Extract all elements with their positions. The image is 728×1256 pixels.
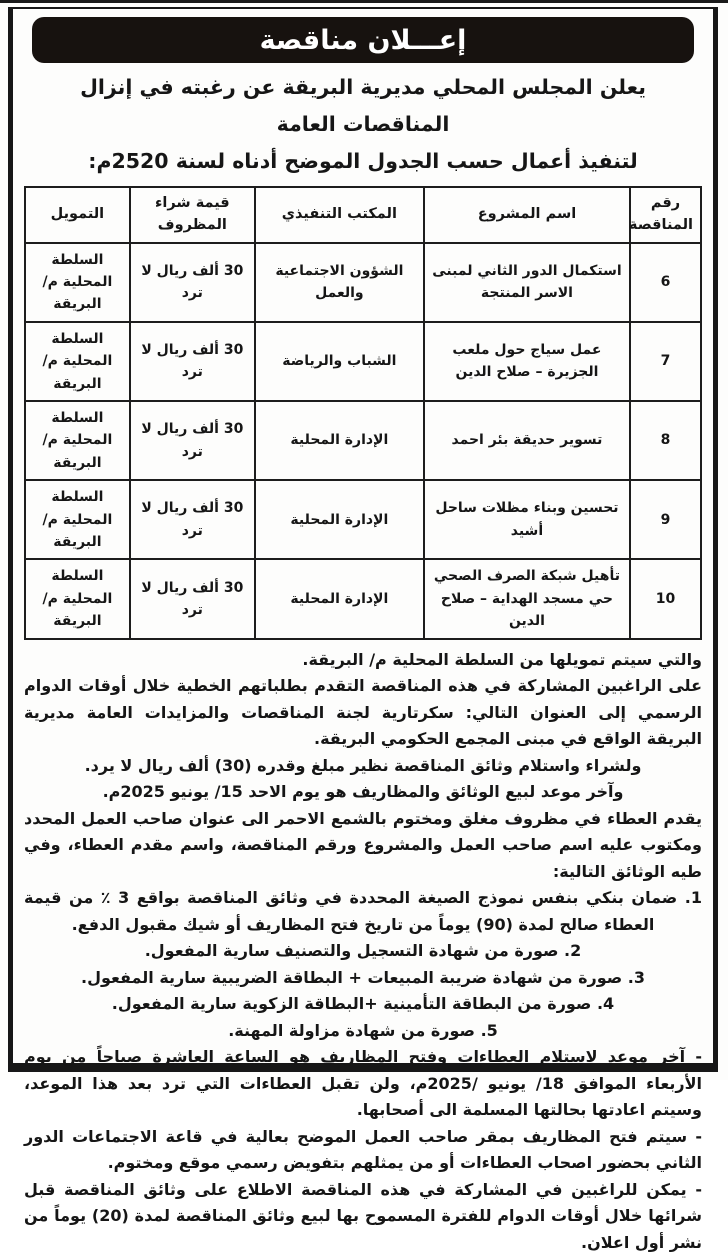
cell-project-name: تسوير حديقة بئر احمد <box>424 401 630 480</box>
cell-funding: السلطة المحلية م/ البريقة <box>25 480 130 559</box>
required-doc-3: 3. صورة من شهادة ضريبة المبيعات + البطاقة الضريبية سارية المفعول. <box>81 967 645 987</box>
table-header-row <box>25 187 701 243</box>
required-doc-1: 1. ضمان بنكي بنفس نموذج الصيغة المحددة في وثائق المناقصة بواقع 3 ٪ من قيمة العطاء صالح لمدة (90) يوماً من تاريخ فتح المظاريف أو شيك مقبول الدفع. <box>24 888 703 934</box>
intro-line-1: يعلن المجلس المحلي مديرية البريقة عن رغبته في إنزال المناقصات العامة <box>80 75 646 136</box>
table-row <box>25 322 701 401</box>
cell-funding: السلطة المحلية م/ البريقة <box>25 243 130 322</box>
table-row <box>25 243 701 322</box>
submission-address-paragraph: على الراغبين المشاركة في هذه المناقصة التقدم بطلباتهم الخطية خلال أوقات الدوام الرسمي إلى العنوان التالي: سكرتارية لجنة المناقصات والمزايدات العامة مديرية البريقة الواقع في مبنى المجمع الحكومي البريقة. <box>24 676 702 749</box>
cell-envelope-price: 30 ألف ريال لا ترد <box>130 401 255 480</box>
cell-project-name: تأهيل شبكة الصرف الصحي حي مسجد الهداية – صلاح الدين <box>424 559 630 638</box>
purchase-fee-paragraph: ولشراء واستلام وثائق المناقصة نظير مبلغ وقدره (30) ألف ريال لا يرد. <box>84 755 642 775</box>
cell-tender-number: 8 <box>630 401 701 480</box>
receive-deadline-paragraph: - آخر موعد لاستلام العطاءات وفتح المظاريف هو الساعة العاشرة صباحاً من يوم الأربعاء الموافق 18/ يونيو /2025م، ولن تقبل العطاءات التي ترد بعد هذا الموعد، وسيتم اعادتها بحالتها المسلمة الى أصحابها. <box>24 1047 702 1120</box>
page-title: إعـــلان مناقصة <box>259 24 467 56</box>
document-border-frame <box>8 7 718 1252</box>
col-header-funding: التمويل <box>25 187 130 243</box>
table-row <box>25 559 701 638</box>
top-border-rule <box>0 0 728 3</box>
cell-funding: السلطة المحلية م/ البريقة <box>25 322 130 401</box>
cell-executive-office: الشؤون الاجتماعية والعمل <box>255 243 424 322</box>
cell-funding: السلطة المحلية م/ البريقة <box>25 401 130 480</box>
cell-envelope-price: 30 ألف ريال لا ترد <box>130 322 255 401</box>
table-row <box>25 401 701 480</box>
funding-note-paragraph: والتي سيتم تمويلها من السلطة المحلية م/ البريقة. <box>302 649 702 669</box>
tenders-table <box>24 186 702 640</box>
cell-tender-number: 9 <box>630 480 701 559</box>
sale-deadline-paragraph: وآخر موعد لبيع الوثائق والمظاريف هو يوم الاحد 15/ يونيو 2025م. <box>102 782 624 802</box>
col-header-executive-office: المكتب التنفيذي <box>255 187 424 243</box>
cell-executive-office: الإدارة المحلية <box>255 401 424 480</box>
required-doc-2: 2. صورة من شهادة التسجيل والتصنيف سارية المفعول. <box>144 941 582 961</box>
col-header-envelope-price: قيمة شراء المظروف <box>130 187 255 243</box>
col-header-tender-number: رقم المناقصة <box>630 187 701 243</box>
cell-executive-office: الشباب والرياضة <box>255 322 424 401</box>
intro-line-2: لتنفيذ أعمال حسب الجدول الموضح أدناه لسنة 2520م: <box>88 148 638 173</box>
table-row <box>25 480 701 559</box>
cell-tender-number: 6 <box>630 243 701 322</box>
intro-paragraph <box>24 69 702 180</box>
cell-executive-office: الإدارة المحلية <box>255 480 424 559</box>
title-banner <box>32 17 694 63</box>
cell-project-name: عمل سياج حول ملعب الجزيرة – صلاح الدين <box>424 322 630 401</box>
cell-tender-number: 10 <box>630 559 701 638</box>
cell-executive-office: الإدارة المحلية <box>255 559 424 638</box>
cell-envelope-price: 30 ألف ريال لا ترد <box>130 480 255 559</box>
required-doc-5: 5. صورة من شهادة مزاولة المهنة. <box>228 1020 498 1040</box>
cell-tender-number: 7 <box>630 322 701 401</box>
cell-envelope-price: 30 ألف ريال لا ترد <box>130 559 255 638</box>
review-note-paragraph: - يمكن للراغبين في المشاركة في هذه المناقصة الاطلاع على وثائق المناقصة قبل شرائها خلال أوقات الدوام للفترة المسموح بها لبيع وثائق المناقصة لمدة (20) يوماً من نشر أول اعلان. <box>24 1179 702 1252</box>
cell-project-name: استكمال الدور الثاني لمبنى الاسر المنتجة <box>424 243 630 322</box>
opening-location-paragraph: - سيتم فتح المظاريف بمقر صاحب العمل الموضح بعالية في قاعة الاجتماعات الدور الثاني بحضور اصحاب العطاءات أو من يمثلهم بتفويض رسمي موقع ومختوم. <box>24 1126 702 1173</box>
cell-project-name: تحسين وبناء مظلات ساحل أشيد <box>424 480 630 559</box>
bid-envelope-paragraph: يقدم العطاء في مظروف مغلق ومختوم بالشمع الاحمر الى عنوان صاحب العمل المحدد ومكتوب عليه اسم صاحب العمل والمشروع ورقم المناقصة، واسم مقدم العطاء، وفي طيه الوثائق التالية: <box>24 808 702 881</box>
col-header-project-name: اسم المشروع <box>424 187 630 243</box>
cell-envelope-price: 30 ألف ريال لا ترد <box>130 243 255 322</box>
conditions-section <box>24 647 702 1256</box>
cell-funding: السلطة المحلية م/ البريقة <box>25 559 130 638</box>
required-doc-4: 4. صورة من البطاقة التأمينية +البطاقة الزكوية سارية المفعول. <box>111 994 615 1014</box>
